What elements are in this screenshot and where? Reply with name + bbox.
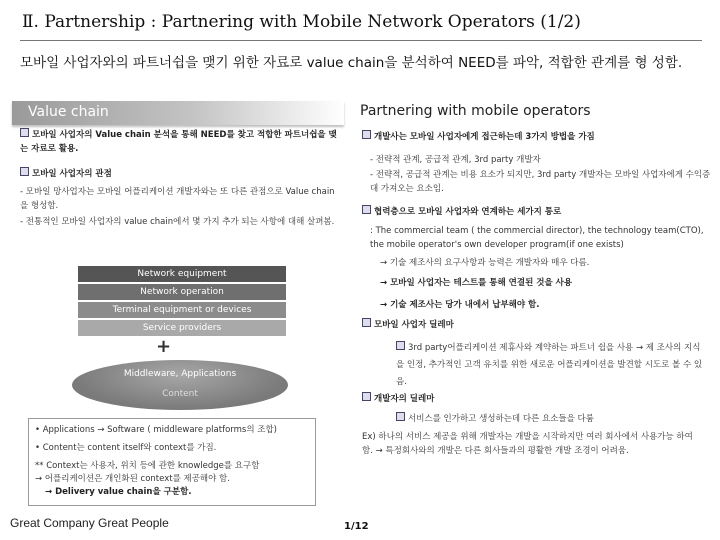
value-chain-header: Value chain: [28, 104, 109, 120]
approach-line-1: - 전략적 관계, 공급적 관계, 3rd party 개발자: [370, 155, 541, 165]
note-line: → 어플리케이션은 개인화된 context를 제공해야 함.: [35, 474, 230, 484]
band-terminal-equipment: Terminal equipment or devices: [78, 302, 286, 318]
plus-sign: +: [156, 336, 172, 357]
developer-dilemma-example: Ex) 하나의 서비스 제공을 위해 개발자는 개발을 시작하지만 여러 회사에서 사용가능 하여 함. → 특정회사와의 개발은 다른 회사들과의 평활한 개발 조경이 어려움.: [362, 432, 693, 456]
checkbox-bullet-icon: [396, 412, 405, 421]
channel-heading: [362, 205, 706, 219]
channel-line-2: → 기술 제조사의 요구사항과 능력은 개발자와 매우 다름.: [380, 258, 590, 268]
checkbox-bullet-icon: [20, 167, 29, 176]
developer-dilemma-heading-text: 개발자의 딜레마: [374, 394, 435, 404]
operator-dilemma-text: [396, 340, 708, 391]
page-title: Ⅱ. Partnership : Partnering with Mobile Network Operators (1/2): [22, 12, 581, 32]
approach-heading-text: 개발사는 모바일 사업자에게 접근하는데 3가지 방법을 가짐: [374, 132, 595, 142]
relation-heading-text: 모바일 사업자의 관점: [32, 169, 112, 179]
left-intro: [20, 128, 340, 156]
page-subtitle: 모바일 사업자와의 파트너쉽을 맺기 위한 자료로 value chain을 분석하여 NEED를 파악, 적합한 관계를 형 성함.: [20, 55, 683, 71]
operator-dilemma-heading: [362, 318, 706, 332]
relation-paragraph-1: - 모바일 망사업자는 모바일 어플리케이션 개발자와는 또 다른 관점으로 Value chain을 형성함.: [20, 187, 335, 211]
developer-dilemma-heading: [362, 392, 706, 406]
left-intro-text: 모바일 사업자의 Value chain 분석을 통해 NEED를 찾고 적합한 파트너쉽을 맺는 자료로 활용.: [20, 130, 337, 154]
note-line: • Applications → Software ( middleware platforms의 조합): [35, 425, 277, 435]
ellipse-middleware-label: Middleware, Applications: [123, 369, 237, 379]
relation-paragraph-2: - 전통적인 모바일 사업자의 value chain에서 몇 가지 추가 되는 사항에 대해 살펴봄.: [20, 217, 335, 227]
channel-line-1: : The commercial team ( the commercial director), the technology team(CTO), the mobile operator's own developer program(if one exists): [370, 226, 704, 250]
checkbox-bullet-icon: [362, 318, 371, 327]
developer-dilemma-text: [396, 412, 708, 426]
ellipse-content-label: Content: [162, 389, 198, 399]
checkbox-bullet-icon: [362, 392, 371, 401]
middleware-ellipse: [72, 360, 288, 410]
operator-dilemma-body: 3rd party어플리케이션 제휴사와 계약하는 파트너 쉽을 사용 → 제 조사의 지식을 인정, 추가적인 고객 유치를 위한 새로운 어플리케이션을 발견할 시도로 볼 수 있음.: [396, 343, 703, 387]
checkbox-bullet-icon: [20, 128, 29, 137]
band-network-equipment: Network equipment: [78, 266, 286, 282]
footer-slogan: Great Company Great People: [10, 516, 169, 530]
checkbox-bullet-icon: [396, 341, 405, 350]
notes-box: [28, 418, 316, 506]
relation-heading: [20, 167, 340, 181]
note-line: ** Context는 사용자, 위치 등에 관한 knowledge를 요구함: [35, 461, 260, 471]
page-number: 1/12: [344, 521, 369, 532]
note-line: → Delivery value chain을 구분함.: [45, 487, 192, 497]
band-network-operation: Network operation: [78, 284, 286, 300]
operator-dilemma-heading-text: 모바일 사업자 딜레마: [374, 320, 454, 330]
approach-line-2: - 전략적, 공급적 관계는 비용 요소가 되지만, 3rd party 개발자는 모바일 사업자에게 수익증대 가져오는 요소임.: [370, 170, 711, 194]
developer-dilemma-body: 서비스를 인가하고 생성하는데 다른 요소들을 다룸: [408, 414, 594, 424]
checkbox-bullet-icon: [362, 130, 371, 139]
partnering-header: Partnering with mobile operators: [360, 103, 591, 119]
title-divider: [20, 40, 702, 41]
arrow-line-1: → 모바일 사업자는 테스트를 통해 연결된 것을 사용: [380, 278, 573, 288]
channel-heading-text: 협력층으로 모바일 사업자와 연계하는 세가지 통로: [374, 207, 562, 217]
approach-heading: [362, 130, 706, 144]
band-service-providers: Service providers: [78, 320, 286, 336]
arrow-line-2: → 기술 제조사는 당가 내에서 납부해야 함.: [380, 300, 540, 310]
checkbox-bullet-icon: [362, 205, 371, 214]
note-line: • Content는 content itself와 context를 가짐.: [35, 443, 217, 453]
